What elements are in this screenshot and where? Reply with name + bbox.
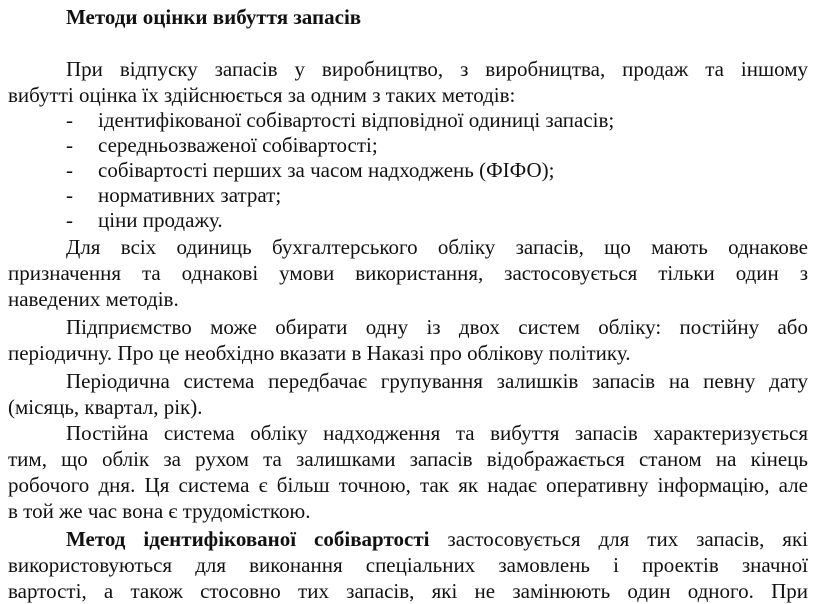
list-item-text: ціни продажу. — [98, 208, 223, 232]
document-title: Методи оцінки вибуття запасів — [66, 5, 362, 29]
list-dash: - — [66, 158, 73, 182]
list-dash: - — [66, 133, 73, 157]
list-item-text: ідентифікованої собівартості відповідної одиниці запасів; — [98, 108, 615, 132]
paragraph-1-line-1: При відпуску запасів у виробництво, з виробництва, продаж та іншому — [66, 57, 808, 81]
paragraph-2-line-1: Для всіх одиниць бухгалтерського обліку запасів, що мають однакове — [66, 235, 808, 259]
list-dash: - — [66, 208, 73, 232]
paragraph-6-line-1-rest: застосовується для тих запасів, які — [447, 527, 809, 551]
list-dash: - — [66, 183, 73, 207]
list-dash: - — [66, 108, 73, 132]
paragraph-2-line-3: наведених методів. — [8, 287, 179, 311]
paragraph-2-line-2: призначення та однакові умови використання, застосовується тільки один з — [8, 261, 808, 285]
paragraph-4-line-2: (місяць, квартал, рік). — [8, 395, 203, 419]
paragraph-4-line-1: Періодична система передбачає групування залишків запасів на певну дату — [66, 369, 808, 393]
paragraph-5-line-1: Постійна система обліку надходження та вибуття запасів характеризується — [66, 421, 808, 445]
list-item-text: нормативних затрат; — [98, 183, 282, 207]
paragraph-3-line-1: Підприємство може обирати одну із двох систем обліку: постійну або — [66, 315, 808, 339]
list-item-text: собівартості перших за часом надходжень (ФІФО); — [98, 158, 555, 182]
paragraph-6-line-1 — [66, 526, 808, 552]
list-item-text: середньозваженої собівартості; — [98, 133, 378, 157]
paragraph-1-line-2: вибутті оцінка їх здійснюється за одним з таких методів: — [8, 83, 516, 107]
paragraph-5-line-2: тим, що облік за рухом та залишками запасів відображається станом на кінець — [8, 447, 808, 471]
paragraph-5-line-3: робочого дня. Ця система є більш точною, так як надає оперативну інформацію, але — [8, 473, 808, 497]
paragraph-6-line-2: використовуються для виконання спеціальних замовлень і проектів значної — [8, 553, 808, 577]
paragraph-5-line-4: в той же час вона є трудомісткою. — [8, 499, 311, 523]
paragraph-3-line-2: періодичну. Про це необхідно вказати в Наказі про облікову політику. — [8, 341, 631, 365]
method-name-bold: Метод ідентифікованої собівартості — [66, 527, 430, 551]
paragraph-6-line-3: вартості, а також стосовно тих запасів, які не замінюють один одного. При — [8, 579, 808, 603]
